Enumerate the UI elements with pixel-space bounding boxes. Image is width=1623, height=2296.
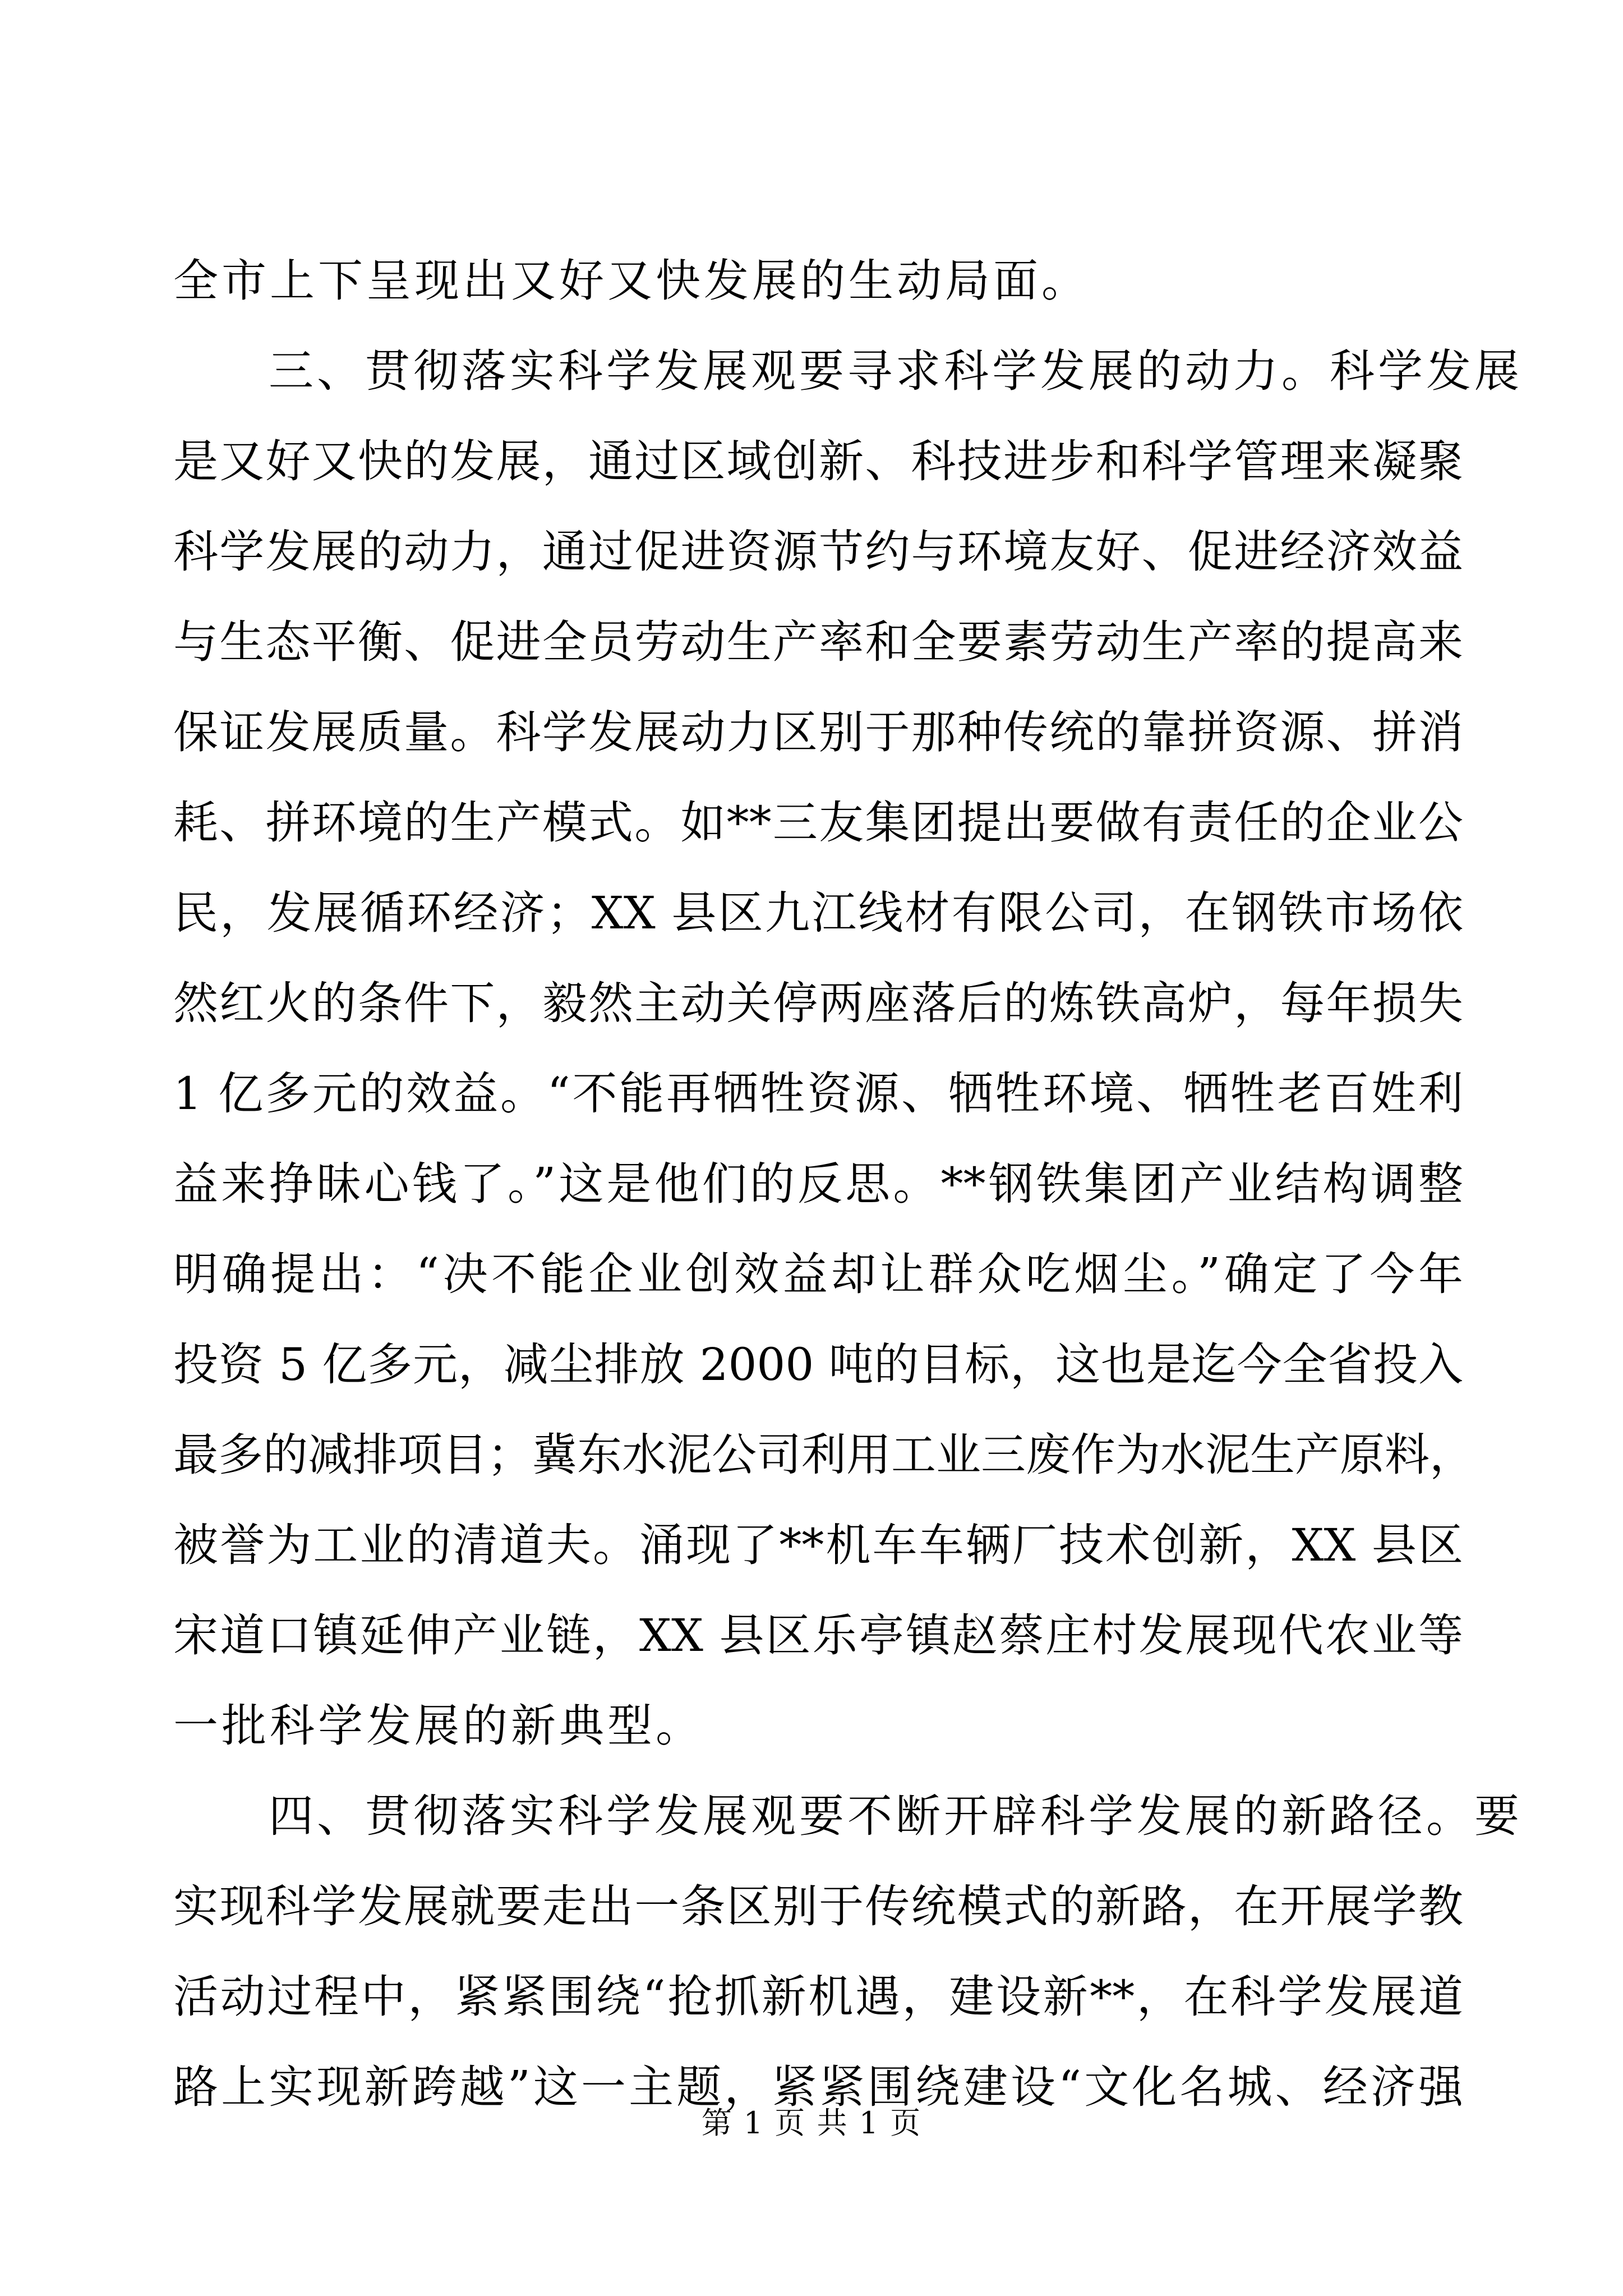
text-line: 一批科学发展的新典型。 bbox=[173, 1700, 704, 1752]
text-line: 被誉为工业的清道夫。涌现了**机车车辆厂技术创新，XX 县区 bbox=[173, 1519, 1463, 1571]
text-line: 四、贯彻落实科学发展观要不断开辟科学发展的新路径。要 bbox=[269, 1790, 1523, 1842]
text-line: 耗、拼环境的生产模式。如**三友集团提出要做有责任的企业公 bbox=[173, 797, 1463, 849]
text-line: 明确提出：“决不能企业创效益却让群众吃烟尘。”确定了今年 bbox=[173, 1248, 1463, 1300]
text-line: 是又好又快的发展，通过区域创新、科技进步和科学管理来凝聚 bbox=[173, 435, 1463, 487]
text-line: 保证发展质量。科学发展动力区别于那种传统的靠拼资源、拼消 bbox=[173, 706, 1463, 758]
text-line: 投资 5 亿多元，减尘排放 2000 吨的目标，这也是迄今全省投入 bbox=[173, 1338, 1463, 1391]
text-line: 科学发展的动力，通过促进资源节约与环境友好、促进经济效益 bbox=[173, 526, 1463, 578]
text-line: 最多的减排项目；冀东水泥公司利用工业三废作为水泥生产原料， bbox=[173, 1429, 1474, 1481]
text-line: 路上实现新跨越”这一主题，紧紧围绕建设“文化名城、经济强 bbox=[173, 2061, 1463, 2113]
text-line: 实现科学发展就要走出一条区别于传统模式的新路，在开展学教 bbox=[173, 1880, 1463, 1932]
text-line: 然红火的条件下，毅然主动关停两座落后的炼铁高炉，每年损失 bbox=[173, 977, 1463, 1029]
body-text bbox=[173, 236, 1523, 2132]
text-line: 益来挣昧心钱了。”这是他们的反思。**钢铁集团产业结构调整 bbox=[173, 1158, 1463, 1210]
text-line: 三、贯彻落实科学发展观要寻求科学发展的动力。科学发展 bbox=[269, 345, 1523, 397]
text-line: 1 亿多元的效益。“不能再牺牲资源、牺牲环境、牺牲老百姓利 bbox=[173, 1068, 1463, 1120]
page-number: 第 1 页 共 1 页 bbox=[701, 2105, 922, 2141]
text-line: 与生态平衡、促进全员劳动生产率和全要素劳动生产率的提高来 bbox=[173, 616, 1463, 668]
text-line: 活动过程中，紧紧围绕“抢抓新机遇，建设新**，在科学发展道 bbox=[173, 1971, 1463, 2023]
text-line: 宋道口镇延伸产业链，XX 县区乐亭镇赵蔡庄村发展现代农业等 bbox=[173, 1609, 1463, 1662]
text-line: 民，发展循环经济；XX 县区九江线材有限公司，在钢铁市场依 bbox=[173, 887, 1463, 939]
text-line: 全市上下呈现出又好又快发展的生动局面。 bbox=[173, 255, 1090, 307]
